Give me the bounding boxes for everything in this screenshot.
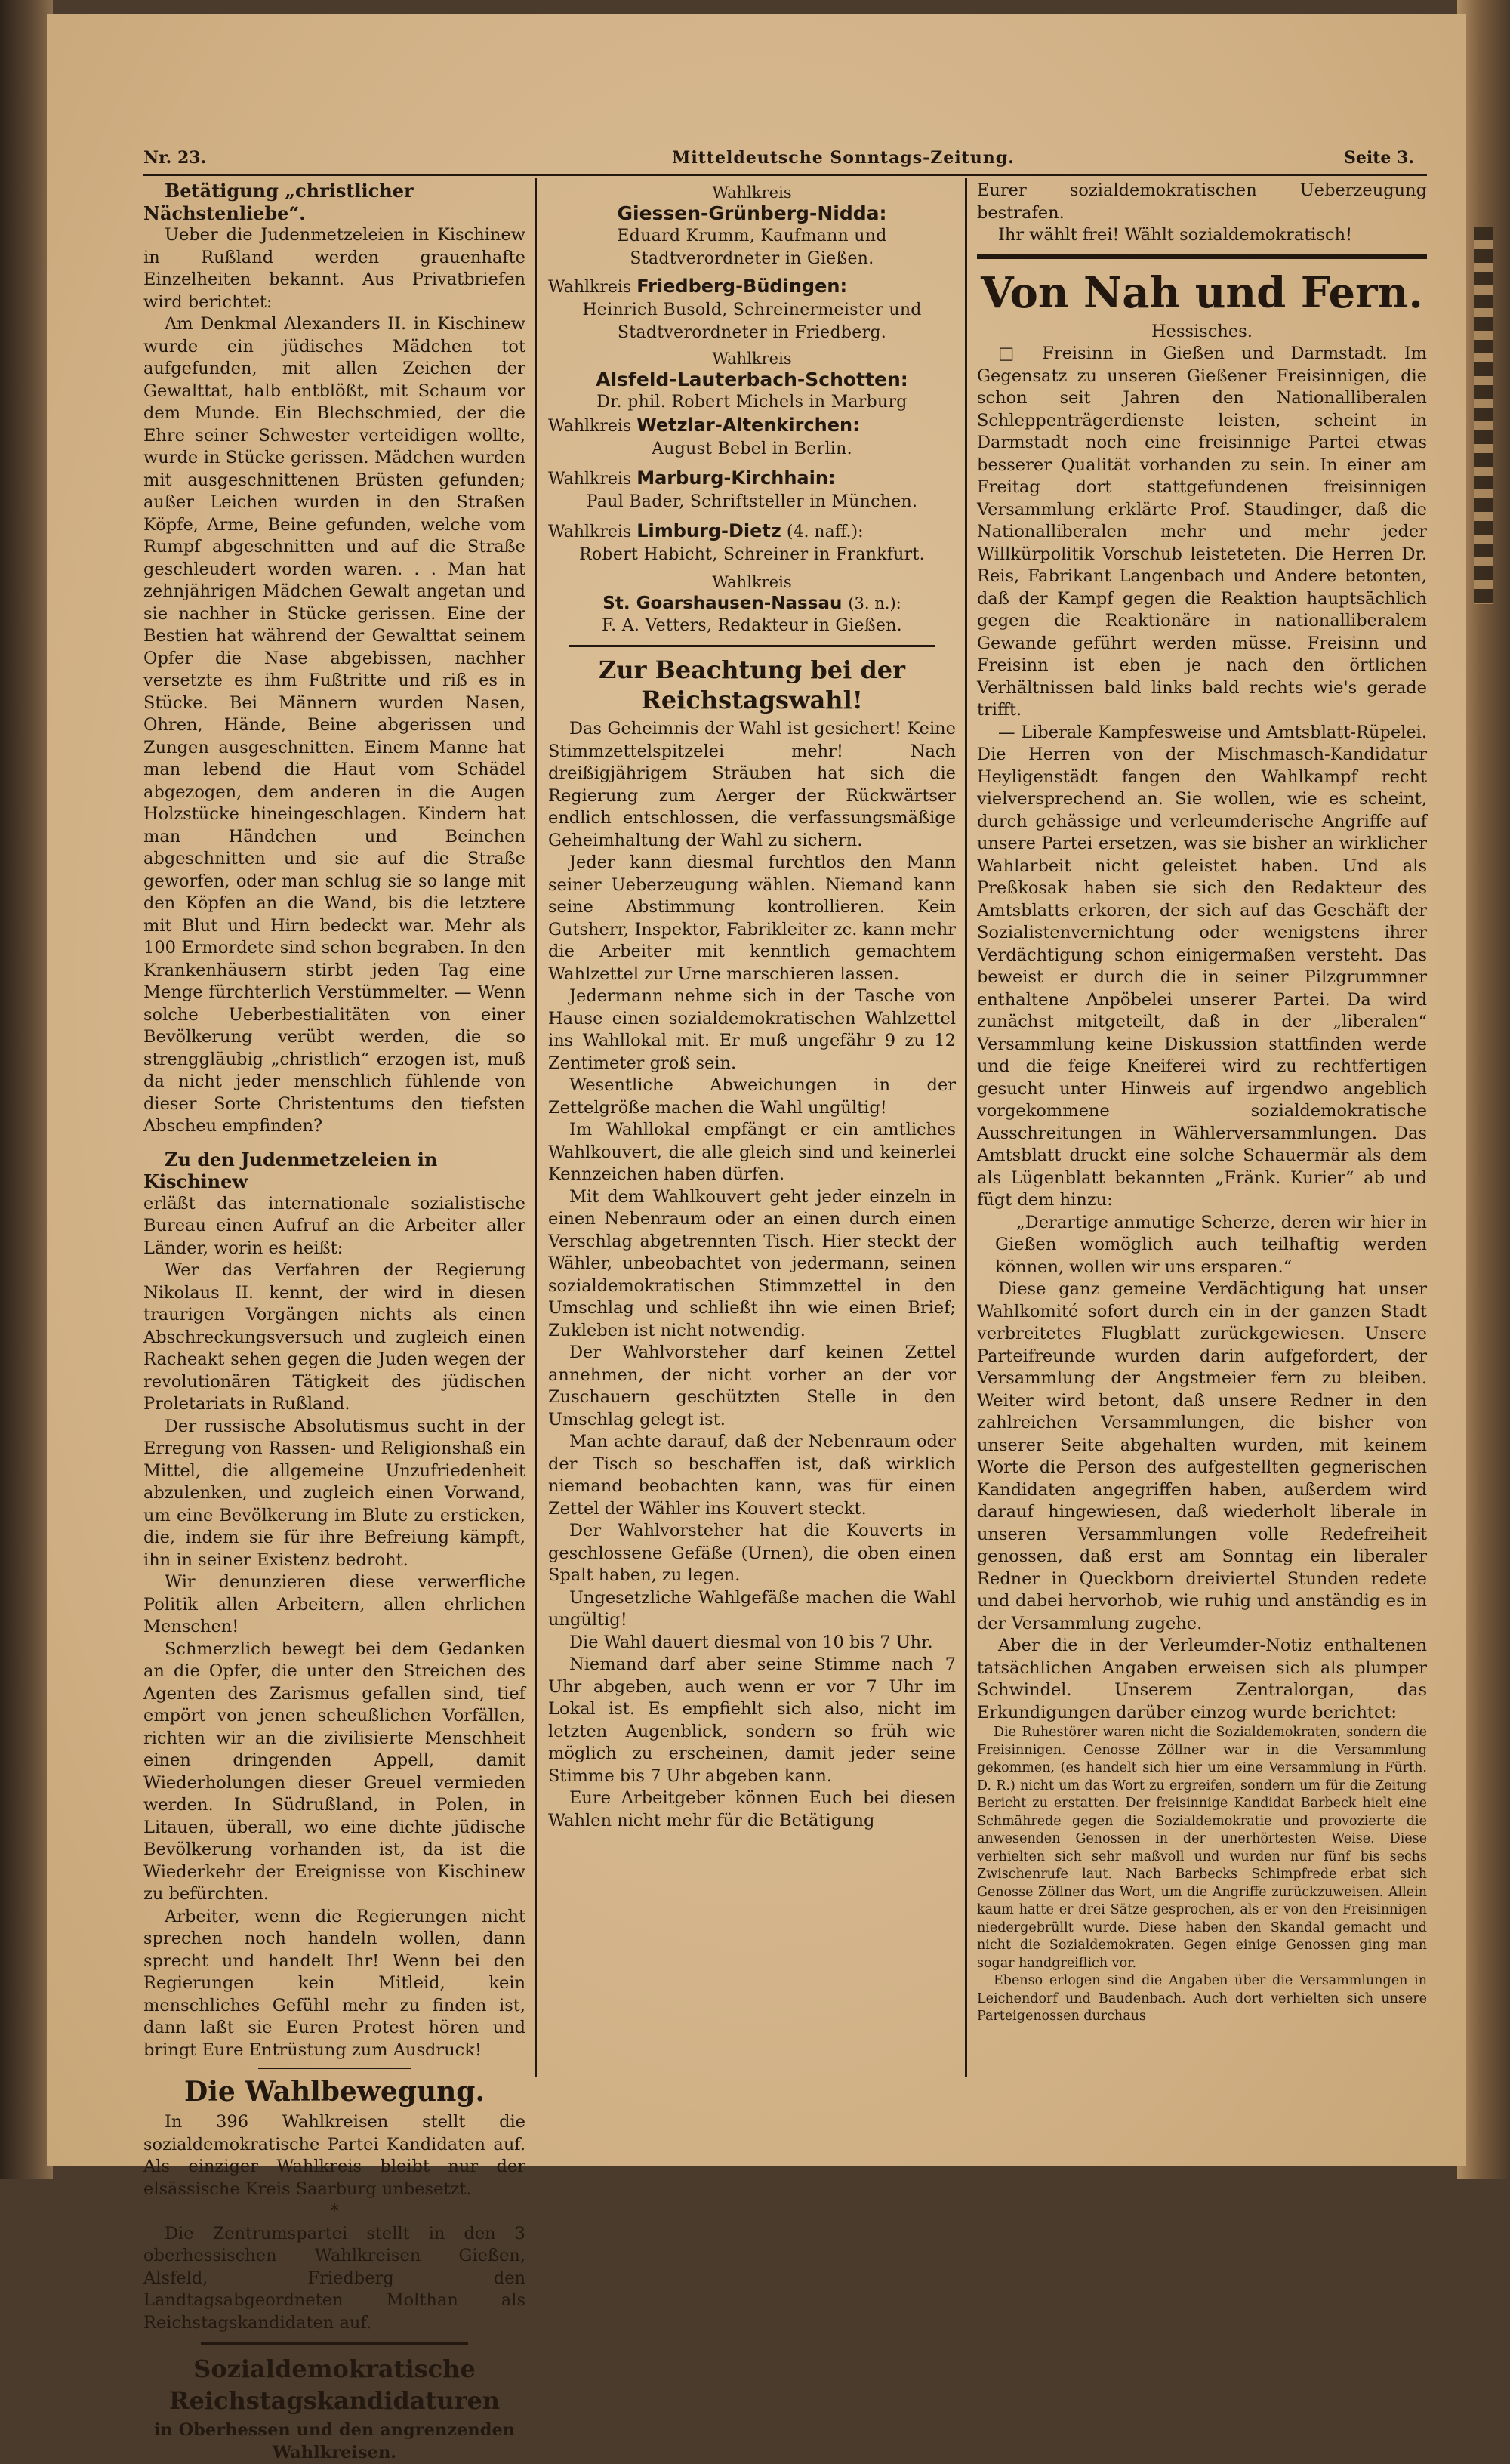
- wahlkreis-entry: [548, 467, 956, 491]
- article-title: Zu den Judenmetzeleien in Kischinew: [143, 1148, 438, 1192]
- issue-number: Nr. 23.: [143, 148, 207, 168]
- wahlkreis-entry: [548, 592, 956, 615]
- paragraph: Eure Arbeitgeber können Euch bei diesen Wahlen nicht mehr für die Betätigung: [548, 1788, 956, 1830]
- paragraph: Mit dem Wahlkouvert geht jeder einzeln in einen Nebenraum oder an einen durch einen Verschlag abgetrennten Tisch. Hier steckt der Wähler, unbeobachtet von jedermann, seinen sozialdemokratischen Stimmzettel in den Umschlag und schließt ihn wie einen Brief; Zukleben ist nicht notwendig.: [548, 1186, 956, 1340]
- paragraph: Der russische Absolutismus sucht in der Erregung von Rassen- und Religionshaß ein Mittel, die allgemeine Unzufriedenheit abzulenken, und zugleich einen Vorwand, um eine Bevölkerung im Blute zu ersticken, die, indem sie für ihre Befreiung kämpft, ihn in seiner Existenz bedroht.: [143, 1416, 525, 1570]
- paragraph: Ungesetzliche Wahlgefäße machen die Wahl ungültig!: [548, 1587, 956, 1630]
- section-rule: [258, 2068, 411, 2069]
- paragraph: Die Ruhestörer waren nicht die Sozialdemokraten, sondern die Freisinnigen. Genosse Zöllner war in die Versammlung gekommen, (es handelt sich hier um eine Versammlung in Fürth. D. R.) nicht um das Wort zu ergreifen, sondern um für die Zeitung Bericht zu erstatten. Der freisinnige Kandidat Barbeck hielt eine Schmährede gegen die Sozialdemokratie und provozierte die anwesenden Genossen in der unerhörtesten Weise. Diese verhielten sich sehr maßvoll und wurden nur fünf bis sechs Zwischenrufe laut. Nach Barbecks Schimpfrede erbat sich Genosse Zöllner das Wort, um die Angriffe zurückzuweisen. Allein kaum hatte er drei Sätze gesprochen, als er von den Freisinnigen niedergebrüllt wurde. Diese haben den Skandal gemacht und nicht die Sozialdemokraten. Gegen einige Genossen ging man sogar handgreiflich vor.: [977, 1725, 1427, 1971]
- page-number: Seite 3.: [1344, 148, 1415, 168]
- article-title: Betätigung „christlicher Nächstenliebe“.: [143, 180, 414, 224]
- wahlkreis-label: Wahlkreis: [548, 278, 632, 297]
- candidate: Paul Bader, Schriftsteller in München.: [586, 492, 918, 511]
- wahlkreis-name: Wetzlar-Altenkirchen:: [636, 415, 860, 436]
- wahlkreis-name: Giessen-Grünberg-Nidda:: [617, 202, 887, 224]
- newspaper-title: Mitteldeutsche Sonntags-Zeitung.: [672, 148, 1015, 168]
- wahlkreis-label: Wahlkreis: [712, 573, 792, 591]
- paragraph: Wir denunzieren diese verwerfliche Politik allen Arbeitern, allen ehrlichen Menschen!: [143, 1572, 525, 1636]
- paragraph: Aber die in der Verleumder-Notiz enthaltenen tatsächlichen Angaben erweisen sich als plumper Schwindel. Unserem Zentralorgan, das Erkundigungen darüber einzog wurde berichtet:: [977, 1636, 1427, 1722]
- section-title-beachtung: Zur Beachtung bei der Reichstagswahl!: [599, 655, 905, 714]
- paragraph: Diese ganz gemeine Verdächtigung hat unser Wahlkomité sofort durch ein in der ganzen Stadt verbreitetes Flugblatt zurückgewiesen. Unsere Parteifreunde wurden darin aufgefordert, der Versammlung der Angstmeier fern zu bleiben. Weiter wird betont, daß unsere Redner in den zahlreichen Versammlungen, die bisher von unserer Seite abgehalten wurden, mit keinem Worte die Person des aufgestellten gegnerischen Kandidaten angegriffen haben, außerdem wird darauf hingewiesen, daß wiederholt liberale in unseren Versammlungen volle Redefreiheit genossen, daß erst am Sonntag ein liberaler Redner in Queckborn dreiviertel Stunden redete und dabei hervorhob, wie ruhig und anständig es in der Versammlung zugehe.: [977, 1279, 1427, 1633]
- header-rule: [143, 174, 1427, 176]
- wahlkreis-extra: (4. naff.):: [786, 523, 864, 541]
- candidate: F. A. Vetters, Redakteur in Gießen.: [602, 616, 902, 635]
- paragraph: Eurer sozialdemokratischen Ueberzeugung bestrafen.: [977, 180, 1427, 223]
- paragraph: Die Zentrumspartei stellt in den 3 oberhessischen Wahlkreisen Gießen, Alsfeld, Friedberg den Landtagsabgeordneten Molthan als Reichstagskandidaten auf.: [143, 2223, 525, 2333]
- wahlkreis-name: Marburg-Kirchhain:: [636, 467, 836, 489]
- paragraph: In 396 Wahlkreisen stellt die sozialdemokratische Partei Kandidaten auf. Als einziger Wahlkreis bleibt nur der elsässische Kreis Saarburg unbesetzt.: [143, 2112, 525, 2199]
- paragraph: Jeder kann diesmal furchtlos den Mann seiner Ueberzeugung wählen. Niemand kann seine Abstimmung kontrollieren. Kein Gutsherr, Inspektor, Fabrikleiter zc. kann mehr die Arbeiter mit kenntlich gemachtem Wahlzettel zur Urne marschieren lassen.: [548, 853, 956, 984]
- paragraph: erläßt das internationale sozialistische Bureau einen Aufruf an die Arbeiter aller Länder, worin es heißt:: [143, 1193, 525, 1258]
- paragraph: — Liberale Kampfesweise und Amtsblatt-Rüpelei. Die Herren von der Mischmasch-Kandidatur Heyligenstädt fangen den Wahlkampf recht vielversprechend an. Sie wollen, wie es scheint, durch gehässige und verleumderische Angriffe auf unsere Partei ersetzen, was sie bisher an wirklicher Wahlarbeit nicht geleistet haben. Und als Preßkosak haben sie sich den Redakteur des Amtsblatts erkoren, der sich auf das Geschäft der Sozialistenvernichtung oder wenigstens ihrer Verdächtigung schon einigermaßen versteht. Das beweist er durch die in seiner Pilzgrummner enthaltene Anpöbelei unserer Partei. Da wird zunächst mitgeteilt, daß in der „liberalen“ Versammlung keine Diskussion stattfinden werde und die feige Kneiferei wird zu rechtfertigen gesucht unter Hinweis auf irgendwo angeblich vorgekommene sozialdemokratische Ausschreitungen in Wählerversammlungen. Das Amtsblatt druckt eine solche Schauermär als dem als Lügenblatt bekannten „Fränk. Kurier“ ab und fügt dem hinzu:: [977, 722, 1427, 1210]
- paragraph: Am Denkmal Alexanders II. in Kischinew wurde ein jüdisches Mädchen tot aufgefunden, mit allen Zeichen der Gewalttat, halb entblößt, mit Schaum vor dem Munde. Ein Blechschmied, der die Ehre seiner Schwester verteidigen wollte, wurde in Stücke gerissen. Mädchen wurden mit ausgeschnittenen Brüsten gefunden; außer Leichen wurden in den Straßen Köpfe, Arme, Beine gefunden, welche vom Rumpf abgeschnitten und auf die Straße geschleudert worden waren. . . Man hat zehnjährigen Mädchen Gewalt angetan und sie nachher in Stücke gerissen. Eine der Bestien hat während der Gewalttat seinem Opfer die Nase abgebissen, nachher versetzte es ihm Fußtritte und riß es in Stücke. Bei Männern wurden Nasen, Ohren, Hände, Beine abgerissen und Zungen ausgeschnitten. Einem Manne hat man lebend die Haut vom Schädel abgezogen, dem anderen in die Augen Holzstücke hineingeschlagen. Kindern hat man Händchen und Beinchen abgeschnitten und sie auf die Straße geworfen, oder man schlug sie so lange mit den Köpfen an die Wand, bis die letztere mit Blut und Hirn bedeckt war. Mehr als 100 Ermordete sind schon begraben. In den Krankenhäusern stirbt jeden Tag eine Menge fürchterlich Verstümmelter. — Wenn solche Ueberbestialitäten von einer Bevölkerung verübt werden, die so strenggläubig „christlich“ erzogen ist, muß da nicht jeder menschlich fühlende von dieser Sorte Christentums den tiefsten Abscheu empfinden?: [143, 314, 525, 1136]
- page-tab-strip: [1474, 227, 1493, 604]
- quote: „Derartige anmutige Scherze, deren wir hier in Gießen womöglich auch teilhaftig werden können, wollen wir uns ersparen.“: [995, 1212, 1427, 1277]
- candidate: Robert Habicht, Schreiner in Frankfurt.: [579, 545, 925, 564]
- paragraph: Die Wahl dauert diesmal von 10 bis 7 Uhr.: [569, 1632, 933, 1652]
- section-rule: [977, 254, 1427, 259]
- column-1: [143, 180, 525, 2464]
- page-header: [143, 148, 1427, 175]
- section-title-von-nah-und-fern: Von Nah und Fern.: [981, 267, 1423, 318]
- wahlkreis-label: Wahlkreis: [712, 183, 792, 202]
- paragraph: Wer das Verfahren der Regierung Nikolaus II. kennt, der wird in diesen traurigen Vorgängen nichts als einen Abschreckungsversuch und zugleich einen Racheakt sehen gegen die Juden wegen der revolutionären Tätigkeit des jüdischen Proletariats in Rußland.: [143, 1260, 525, 1414]
- section-title-kandidaturen: Sozialdemokratische Reichstagskandidaturen: [168, 2355, 501, 2415]
- candidate: Heinrich Busold, Schreinermeister und Stadtverordneter in Friedberg.: [582, 301, 922, 342]
- section-subtitle: Hessisches.: [1151, 321, 1253, 341]
- column-divider-1: [535, 178, 537, 2077]
- candidate: Eduard Krumm, Kaufmann und Stadtverordneter in Gießen.: [617, 227, 887, 268]
- paragraph: Wesentliche Abweichungen in der Zettelgröße machen die Wahl ungültig!: [548, 1075, 956, 1118]
- paragraph: Der Wahlvorsteher hat die Kouverts in geschlossene Gefäße (Urnen), die oben einen Spalt haben, zu legen.: [548, 1521, 956, 1585]
- wahlkreis-label: Wahlkreis: [548, 470, 632, 489]
- book-binding-edge: [0, 0, 53, 2179]
- paragraph: Man achte darauf, daß der Nebenraum oder der Tisch so beschaffen ist, daß wirklich niemand beobachten kann, was für einen Zettel der Wähler ins Kouvert steckt.: [548, 1432, 956, 1519]
- wahlkreis-entry: [548, 414, 956, 438]
- section-rule: [569, 645, 935, 647]
- section-title-wahlbewegung: Die Wahlbewegung.: [183, 2076, 485, 2108]
- wahlkreis-label: Wahlkreis: [548, 523, 632, 541]
- separator-star: *: [330, 2201, 339, 2221]
- wahlkreis-name: Limburg-Dietz: [636, 520, 781, 541]
- paragraph-emphasis: Ihr wählt frei! Wählt sozialdemokratisch!: [998, 225, 1353, 245]
- section-subtitle: in Oberhessen und den angrenzenden Wahlkreisen.: [153, 2420, 516, 2462]
- paragraph: Im Wahllokal empfängt er ein amtliches Wahlkouvert, die alle gleich sind und keinerlei Kennzeichen haben dürfen.: [548, 1120, 956, 1184]
- wahlkreis-name: Alsfeld-Lauterbach-Schotten:: [596, 369, 908, 390]
- column-3: [977, 180, 1427, 2026]
- paragraph: Jedermann nehme sich in der Tasche von Hause einen sozialdemokratischen Wahlzettel ins Wahllokal mit. Er muß ungefähr 9 zu 12 Zentimeter groß sein.: [548, 986, 956, 1073]
- candidate: Dr. phil. Robert Michels in Marburg: [596, 393, 908, 412]
- paragraph: Niemand darf aber seine Stimme nach 7 Uhr abgeben, auch wenn er vor 7 Uhr im Lokal ist. Es empfiehlt sich also, nicht im letzten Augenblick, sondern so früh wie möglich zu erscheinen, damit jeder seine Stimme bis 7 Uhr abgeben kann.: [548, 1654, 956, 1786]
- wahlkreis-entry: [548, 275, 956, 299]
- paragraph: Ueber die Judenmetzeleien in Kischinew in Rußland werden grauenhafte Einzelheiten bekannt. Aus Privatbriefen wird berichtet:: [143, 225, 525, 312]
- wahlkreis-name: Friedberg-Büdingen:: [636, 276, 848, 297]
- paragraph: Arbeiter, wenn die Regierungen nicht sprechen noch handeln wollen, dann sprecht und handelt Ihr! Wenn bei den Regierungen kein Mitleid, kein menschliches Gefühl mehr zu finden ist, dann laßt sie Euren Protest hören und bringt Eure Entrüstung zum Ausdruck!: [143, 1906, 525, 2060]
- section-rule: [201, 2342, 468, 2345]
- paragraph: Der Wahlvorsteher darf keinen Zettel annehmen, der nicht vorher an der vor Zuschauern geschützten Stelle in den Umschlag gelegt ist.: [548, 1343, 956, 1429]
- wahlkreis-extra: (3. n.):: [848, 594, 901, 612]
- paragraph: Schmerzlich bewegt bei dem Gedanken an die Opfer, die unter den Streichen des Agenten des Zarismus gefallen sind, tief empört von jenen scheußlichen Vorfällen, richten wir an die zivilisierte Menschheit einen dringenden Appell, damit Wiederholungen dieser Greuel vermieden werden. In Südrußland, in Polen, in Litauen, überall, wo eine dichte jüdische Bevölkerung vorhanden ist, da ist die Wiederkehr der Ereignisse von Kischinew zu befürchten.: [143, 1639, 525, 1904]
- wahlkreis-label: Wahlkreis: [548, 417, 632, 436]
- wahlkreis-name: St. Goarshausen-Nassau: [602, 594, 843, 613]
- newspaper-page: [47, 14, 1466, 2462]
- quoted-report: [977, 1724, 1427, 2026]
- column-2: [548, 180, 956, 1832]
- wahlkreis-label: Wahlkreis: [712, 350, 792, 368]
- paragraph: Ebenso erlogen sind die Angaben über die Versammlungen in Leichendorf und Baudenbach. Auch dort verhielten sich unsere Parteigenossen durchaus: [977, 1973, 1427, 2024]
- candidate: August Bebel in Berlin.: [652, 439, 852, 458]
- wahlkreis-entry: [548, 520, 956, 544]
- paragraph: Das Geheimnis der Wahl ist gesichert! Keine Stimmzettelspitzelei mehr! Nach dreißigjährigem Sträuben hat sich die Regierung zum Aerger der Rückwärtser endlich entschlossen, die verfassungsmäßige Geheimhaltung der Wahl zu sichern.: [548, 719, 956, 850]
- paragraph: □ Freisinn in Gießen und Darmstadt. Im Gegensatz zu unseren Gießener Freisinnigen, die schon seit Jahren den Nationalliberalen Schleppenträgerdienste leisten, scheint in Darmstadt noch eine freisinnige Partei etwas besserer Qualität vorhanden zu sein. In einer am Freitag dort stattgefundenen freisinnigen Versammlung erklärte Prof. Staudinger, daß die Nationalliberalen mehr und mehr jeder Willkürpolitik Vorschub leisteteten. Die Herren Dr. Reis, Fabrikant Langenbach und Andere betonten, daß der Kampf gegen die Reaktion hauptsächlich gegen die Reaktionäre in nationalliberalem Gewande geführt werden müsse. Freisinn und Freisinn ist eben je nach den örtlichen Verhältnissen bald links bald rechts wie's gerade trifft.: [977, 344, 1427, 720]
- column-divider-2: [965, 178, 967, 2077]
